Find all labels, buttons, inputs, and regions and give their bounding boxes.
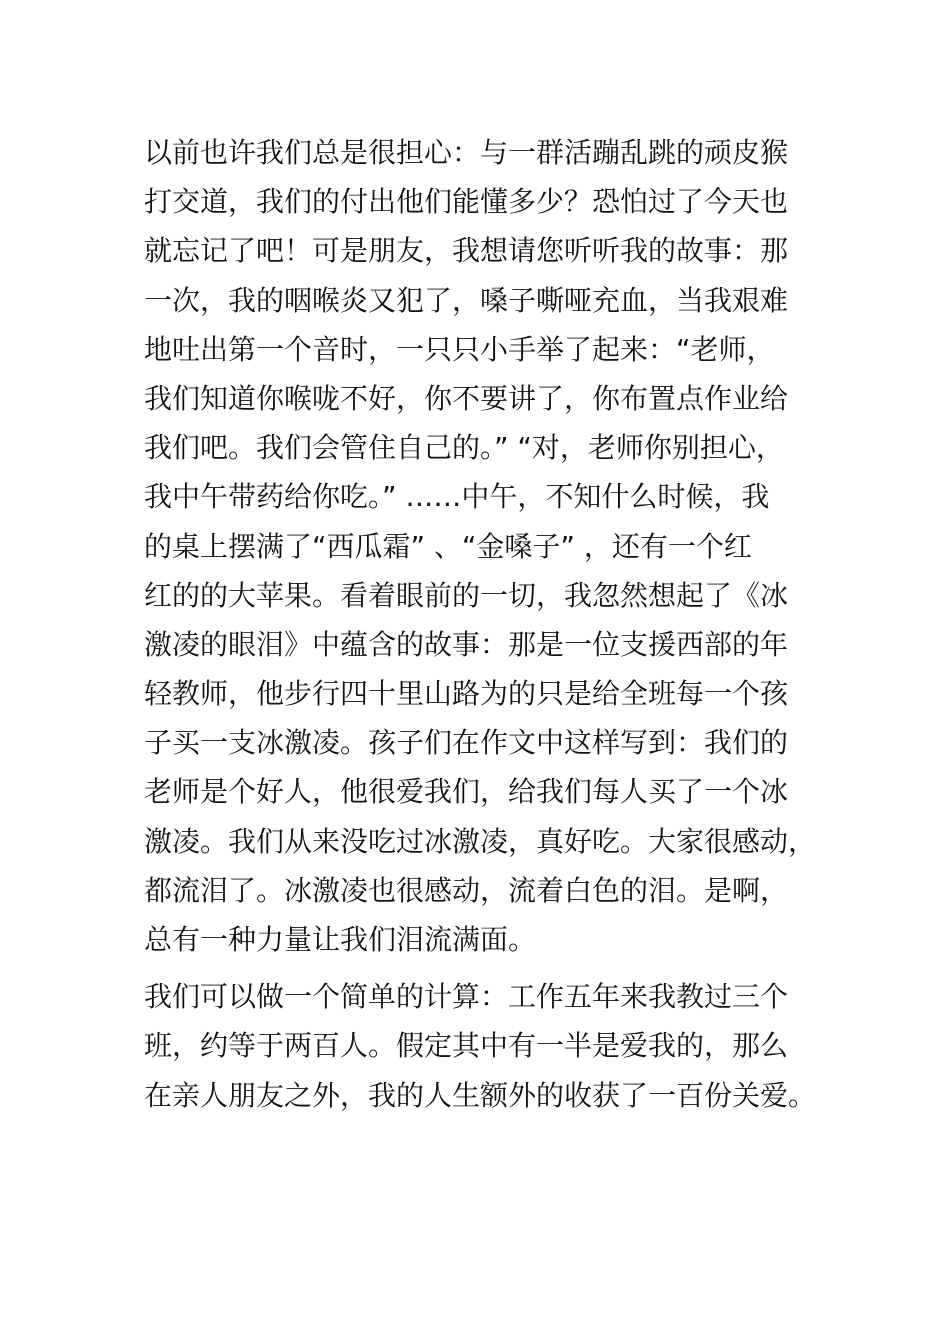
text-line: 红的的大苹果。看着眼前的一切，我忽然想起了《冰 (144, 578, 789, 612)
text-line: 班，约等于两百人。假定其中有一半是爱我的，那么 (144, 1029, 789, 1063)
text-line: 都流泪了。冰激凌也很感动，流着白色的泪。是啊， (144, 873, 789, 907)
text-line: 我们知道你喉咙不好，你不要讲了，你布置点作业给 (144, 381, 789, 415)
text-line: 总有一种力量让我们泪流满面。 (144, 923, 537, 956)
text-line: 一次，我的咽喉炎又犯了，嗓子嘶哑充血，当我艰难 (144, 283, 789, 317)
paragraph-spacer (144, 964, 824, 972)
text-line: 的桌上摆满了“西瓜霜” 、“金嗓子” ，还有一个红 (144, 529, 752, 563)
text-line: 我中午带药给你吃。” ……中午，不知什么时候，我 (144, 480, 770, 514)
text-line: 打交道，我们的付出他们能懂多少？恐怕过了今天也 (144, 185, 789, 219)
paragraph-1 (144, 128, 824, 964)
text-line: 激凌的眼泪》中蕴含的故事：那是一位支援西部的年 (144, 627, 789, 661)
paragraph-2 (144, 972, 824, 1120)
text-line: 老师是个好人，他很爱我们，给我们每人买了一个冰 (144, 775, 789, 809)
text-line: 我们可以做一个简单的计算：工作五年来我教过三个 (144, 980, 789, 1014)
document-body (144, 128, 824, 1120)
text-line: 轻教师，他步行四十里山路为的只是给全班每一个孩 (144, 677, 789, 711)
text-line: 在亲人朋友之外，我的人生额外的收获了一百份关爱。 (144, 1078, 817, 1112)
text-line: 地吐出第一个音时，一只只小手举了起来：“老师， (144, 332, 775, 366)
text-line: 我们吧。我们会管住自己的。” “对，老师你别担心， (144, 431, 784, 465)
text-line: 子买一支冰激凌。孩子们在作文中这样写到：我们的 (144, 726, 789, 760)
text-line: 激凌。我们从来没吃过冰激凌，真好吃。大家很感动， (144, 824, 817, 858)
text-line: 就忘记了吧！可是朋友，我想请您听听我的故事：那 (144, 234, 789, 268)
text-line: 以前也许我们总是很担心：与一群活蹦乱跳的顽皮猴 (144, 136, 789, 169)
